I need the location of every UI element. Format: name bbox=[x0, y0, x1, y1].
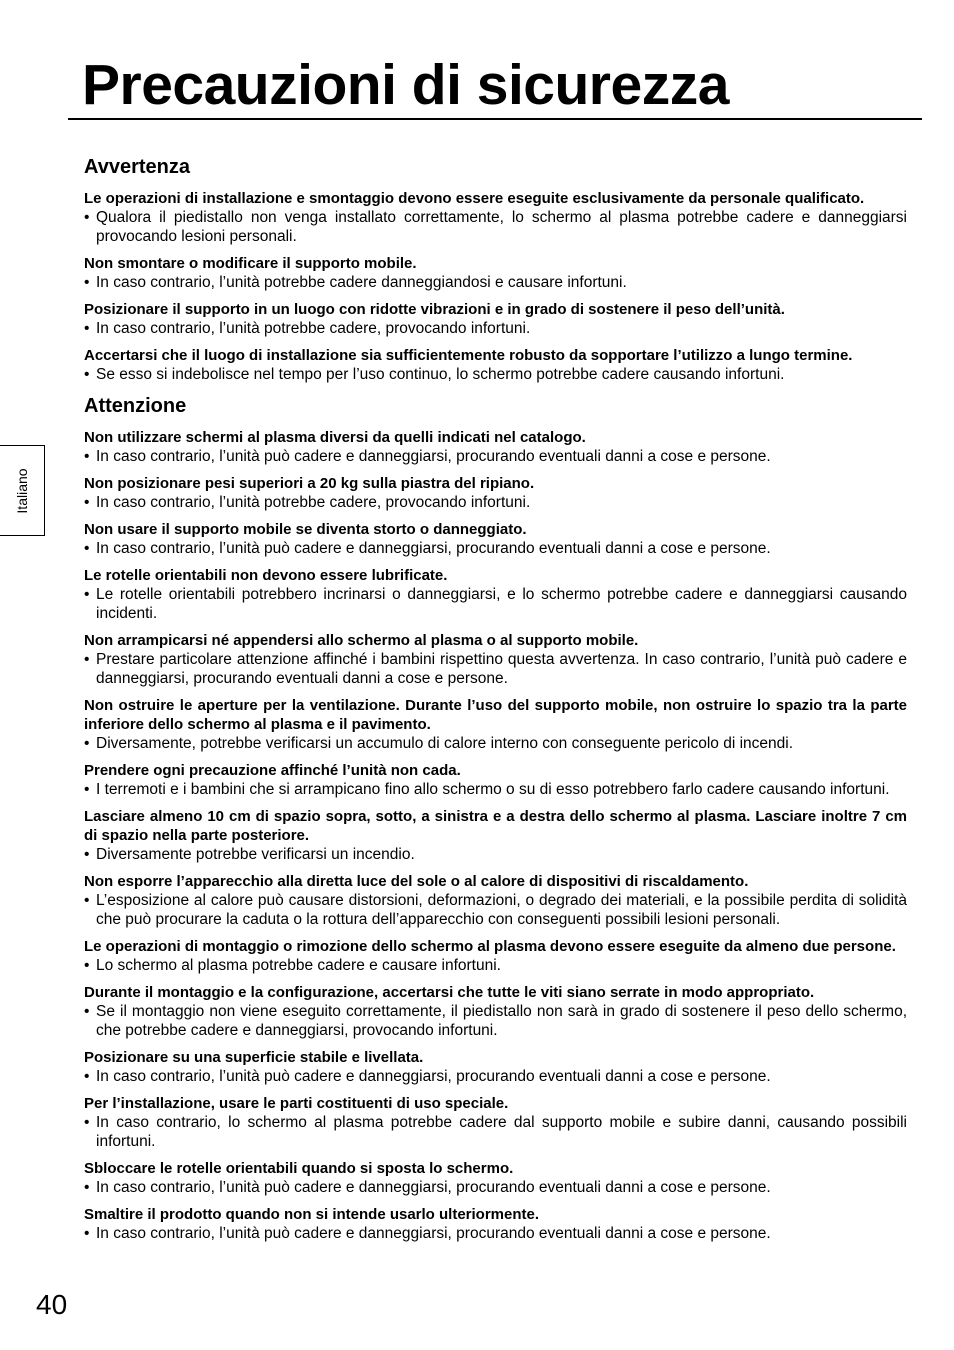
item-text-content: Lo schermo al plasma potrebbe cadere e causare infortuni. bbox=[96, 957, 501, 974]
item-heading: Non usare il supporto mobile se diventa storto o danneggiato. bbox=[84, 521, 527, 538]
section-attenzione bbox=[84, 394, 907, 1243]
bullet-icon: • bbox=[84, 448, 90, 465]
item-heading: Per l’installazione, usare le parti costituenti di uso speciale. bbox=[84, 1095, 509, 1112]
caution-item bbox=[84, 696, 907, 753]
item-text-content: Prestare particolare attenzione affinché i bambini rispettino questa avvertenza. In caso contrario, l’unità può cadere e danneggiarsi, procurando eventuali danni a cose e persone. bbox=[96, 651, 907, 687]
item-text-content: Diversamente potrebbe verificarsi un incendio. bbox=[96, 846, 415, 863]
item-heading: Non ostruire le aperture per la ventilazione. Durante l’uso del supporto mobile, non ostruire lo spazio tra la parte inferiore dello schermo al plasma e il pavimento. bbox=[84, 697, 907, 733]
caution-item bbox=[84, 937, 907, 975]
item-text-content: In caso contrario, l’unità può cadere e danneggiarsi, procurando eventuali danni a cose e persone. bbox=[96, 1225, 771, 1242]
language-tab-label: Italiano bbox=[14, 467, 30, 514]
bullet-icon: • bbox=[84, 1225, 90, 1242]
item-heading: Lasciare almeno 10 cm di spazio sopra, sotto, a sinistra e a destra dello schermo al plasma. Lasciare inoltre 7 cm di spazio nella parte posteriore. bbox=[84, 808, 907, 844]
caution-item bbox=[84, 566, 907, 623]
item-text-content: Diversamente, potrebbe verificarsi un accumulo di calore interno con conseguente pericolo di incendi. bbox=[96, 735, 794, 752]
caution-item bbox=[84, 474, 907, 512]
item-heading: Le operazioni di installazione e smontaggio devono essere eseguite esclusivamente da personale qualificato. bbox=[84, 190, 865, 207]
item-text-content: In caso contrario, l’unità potrebbe cadere, provocando infortuni. bbox=[96, 320, 531, 337]
caution-item bbox=[84, 807, 907, 864]
bullet-icon: • bbox=[84, 735, 90, 752]
item-text bbox=[84, 1178, 907, 1197]
content bbox=[84, 155, 907, 1251]
warning-item bbox=[84, 300, 907, 338]
item-heading: Posizionare su una superficie stabile e livellata. bbox=[84, 1049, 424, 1066]
page-title: Precauzioni di sicurezza bbox=[82, 53, 729, 117]
bullet-icon: • bbox=[84, 651, 90, 668]
item-heading: Prendere ogni precauzione affinché l’unità non cada. bbox=[84, 762, 461, 779]
item-heading: Non utilizzare schermi al plasma diversi da quelli indicati nel catalogo. bbox=[84, 429, 586, 446]
item-text bbox=[84, 447, 907, 466]
warning-item bbox=[84, 254, 907, 292]
item-text bbox=[84, 650, 907, 688]
bullet-icon: • bbox=[84, 1179, 90, 1196]
item-text-content: In caso contrario, lo schermo al plasma potrebbe cadere dal supporto mobile e subire danni, causando possibili infortuni. bbox=[96, 1114, 907, 1150]
page-number: 40 bbox=[36, 1289, 68, 1320]
item-text bbox=[84, 208, 907, 246]
caution-item bbox=[84, 983, 907, 1040]
item-text-content: In caso contrario, l’unità può cadere e danneggiarsi, procurando eventuali danni a cose e persone. bbox=[96, 1068, 771, 1085]
item-text bbox=[84, 319, 907, 338]
item-text bbox=[84, 734, 907, 753]
item-text-content: Le rotelle orientabili potrebbero incrinarsi o danneggiarsi, e lo schermo potrebbe cadere e danneggiarsi causando incidenti. bbox=[96, 586, 907, 622]
bullet-icon: • bbox=[84, 209, 90, 226]
item-text bbox=[84, 891, 907, 929]
caution-item bbox=[84, 428, 907, 466]
caution-item bbox=[84, 1048, 907, 1086]
warning-item bbox=[84, 346, 907, 384]
title-rule bbox=[68, 118, 922, 120]
section-avvertenza bbox=[84, 155, 907, 384]
bullet-icon: • bbox=[84, 957, 90, 974]
item-text bbox=[84, 273, 907, 292]
item-text bbox=[84, 845, 907, 864]
item-text-content: Se il montaggio non viene eseguito correttamente, il piedistallo non sarà in grado di sostenere il peso dello schermo, che potrebbe cadere e danneggiarsi, provocando infortuni. bbox=[96, 1003, 907, 1039]
bullet-icon: • bbox=[84, 586, 90, 603]
caution-item bbox=[84, 1159, 907, 1197]
language-tab bbox=[0, 445, 45, 536]
item-text-content: L’esposizione al calore può causare distorsioni, deformazioni, o degrado dei materiali, e la possibile perdita di solidità che può procurare la caduta o la rottura dell’apparecchio con conseguenti possibili lesioni personali. bbox=[96, 892, 907, 928]
item-text bbox=[84, 956, 907, 975]
item-text bbox=[84, 1002, 907, 1040]
caution-item bbox=[84, 872, 907, 929]
item-text-content: In caso contrario, l’unità potrebbe cadere, provocando infortuni. bbox=[96, 494, 531, 511]
item-text bbox=[84, 1067, 907, 1086]
item-text bbox=[84, 780, 907, 799]
item-heading: Le rotelle orientabili non devono essere lubrificate. bbox=[84, 567, 448, 584]
caution-item bbox=[84, 1205, 907, 1243]
item-heading: Sbloccare le rotelle orientabili quando si sposta lo schermo. bbox=[84, 1160, 514, 1177]
bullet-icon: • bbox=[84, 1068, 90, 1085]
item-heading: Le operazioni di montaggio o rimozione dello schermo al plasma devono essere eseguite da almeno due persone. bbox=[84, 938, 896, 955]
item-text-content: In caso contrario, l’unità può cadere e danneggiarsi, procurando eventuali danni a cose e persone. bbox=[96, 540, 771, 557]
item-text bbox=[84, 1224, 907, 1243]
item-text-content: In caso contrario, l’unità può cadere e danneggiarsi, procurando eventuali danni a cose e persone. bbox=[96, 1179, 771, 1196]
item-heading: Smaltire il prodotto quando non si intende usarlo ulteriormente. bbox=[84, 1206, 540, 1223]
item-heading: Accertarsi che il luogo di installazione sia sufficientemente robusto da sopportare l’utilizzo a lungo termine. bbox=[84, 347, 853, 364]
item-text-content: Qualora il piedistallo non venga installato correttamente, lo schermo al plasma potrebbe cadere e danneggiarsi provocando lesioni personali. bbox=[96, 209, 907, 245]
item-heading: Non esporre l’apparecchio alla diretta luce del sole o al calore di dispositivi di riscaldamento. bbox=[84, 873, 749, 890]
item-heading: Non posizionare pesi superiori a 20 kg sulla piastra del ripiano. bbox=[84, 475, 535, 492]
section-heading: Attenzione bbox=[84, 395, 187, 417]
bullet-icon: • bbox=[84, 274, 90, 291]
item-text bbox=[84, 365, 907, 384]
bullet-icon: • bbox=[84, 540, 90, 557]
item-heading: Posizionare il supporto in un luogo con ridotte vibrazioni e in grado di sostenere il peso dell’unità. bbox=[84, 301, 785, 318]
caution-item bbox=[84, 631, 907, 688]
item-text bbox=[84, 585, 907, 623]
bullet-icon: • bbox=[84, 494, 90, 511]
bullet-icon: • bbox=[84, 892, 90, 909]
item-text-content: In caso contrario, l’unità può cadere e danneggiarsi, procurando eventuali danni a cose e persone. bbox=[96, 448, 771, 465]
item-text-content: Se esso si indebolisce nel tempo per l’uso continuo, lo schermo potrebbe cadere causando infortuni. bbox=[96, 366, 785, 383]
item-text bbox=[84, 493, 907, 512]
bullet-icon: • bbox=[84, 1114, 90, 1131]
bullet-icon: • bbox=[84, 366, 90, 383]
item-text bbox=[84, 539, 907, 558]
item-text bbox=[84, 1113, 907, 1151]
section-heading: Avvertenza bbox=[84, 156, 190, 178]
bullet-icon: • bbox=[84, 781, 90, 798]
bullet-icon: • bbox=[84, 846, 90, 863]
item-text-content: I terremoti e i bambini che si arrampicano fino allo schermo o su di esso potrebbero farlo cadere causando infortuni. bbox=[96, 781, 890, 798]
caution-item bbox=[84, 1094, 907, 1151]
item-text-content: In caso contrario, l’unità potrebbe cadere danneggiandosi e causare infortuni. bbox=[96, 274, 627, 291]
item-heading: Durante il montaggio e la configurazione, accertarsi che tutte le viti siano serrate in modo appropriato. bbox=[84, 984, 815, 1001]
bullet-icon: • bbox=[84, 320, 90, 337]
caution-item bbox=[84, 520, 907, 558]
item-heading: Non smontare o modificare il supporto mobile. bbox=[84, 255, 417, 272]
item-heading: Non arrampicarsi né appendersi allo schermo al plasma o al supporto mobile. bbox=[84, 632, 639, 649]
warning-item bbox=[84, 189, 907, 246]
caution-item bbox=[84, 761, 907, 799]
bullet-icon: • bbox=[84, 1003, 90, 1020]
